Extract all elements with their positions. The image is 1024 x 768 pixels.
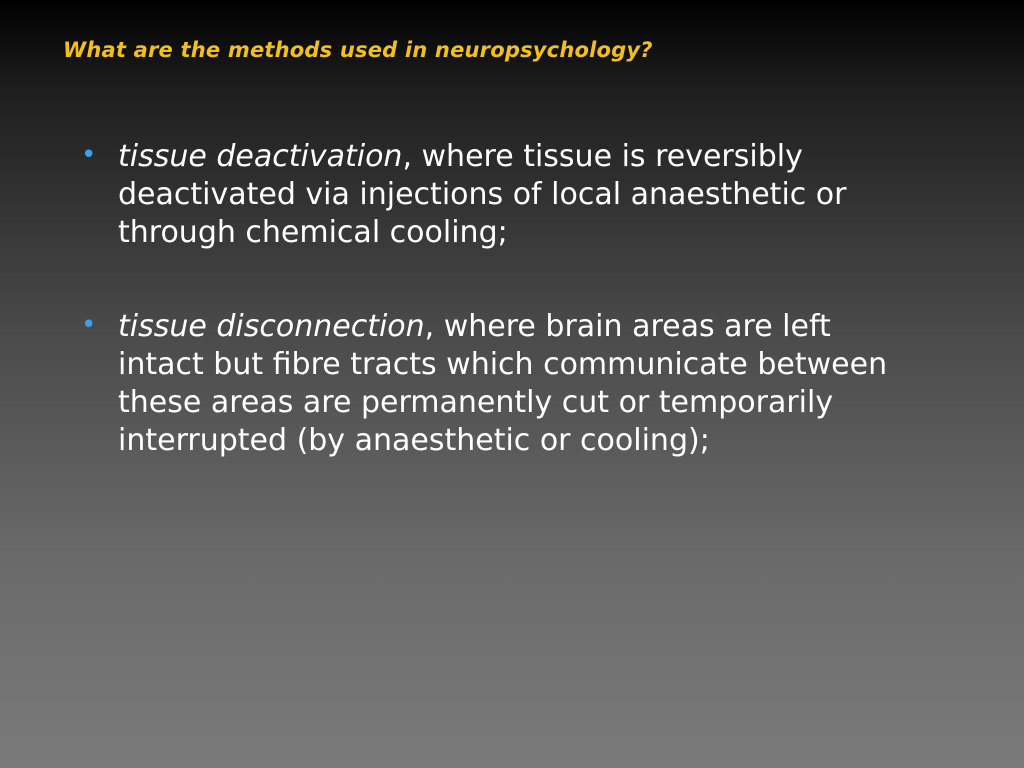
bullet-term: tissue deactivation (118, 139, 403, 174)
bullet-dot-icon: • (81, 310, 97, 340)
bullet-item-tissue-deactivation (78, 138, 918, 252)
bullet-dot-icon: • (81, 140, 97, 170)
bullet-text: , where brain areas are left intact but fibre tracts which communicate between these areas are permanently cut or temporarily interrupted (by anaesthetic or cooling); (118, 309, 888, 458)
slide-title: What are the methods used in neuropsychology? (63, 38, 653, 62)
bullet-list (78, 138, 918, 516)
bullet-text: , where tissue is reversibly deactivated via injections of local anaesthetic or through chemical cooling; (118, 139, 847, 250)
bullet-term: tissue disconnection (118, 309, 425, 344)
bullet-item-tissue-disconnection (78, 308, 918, 460)
